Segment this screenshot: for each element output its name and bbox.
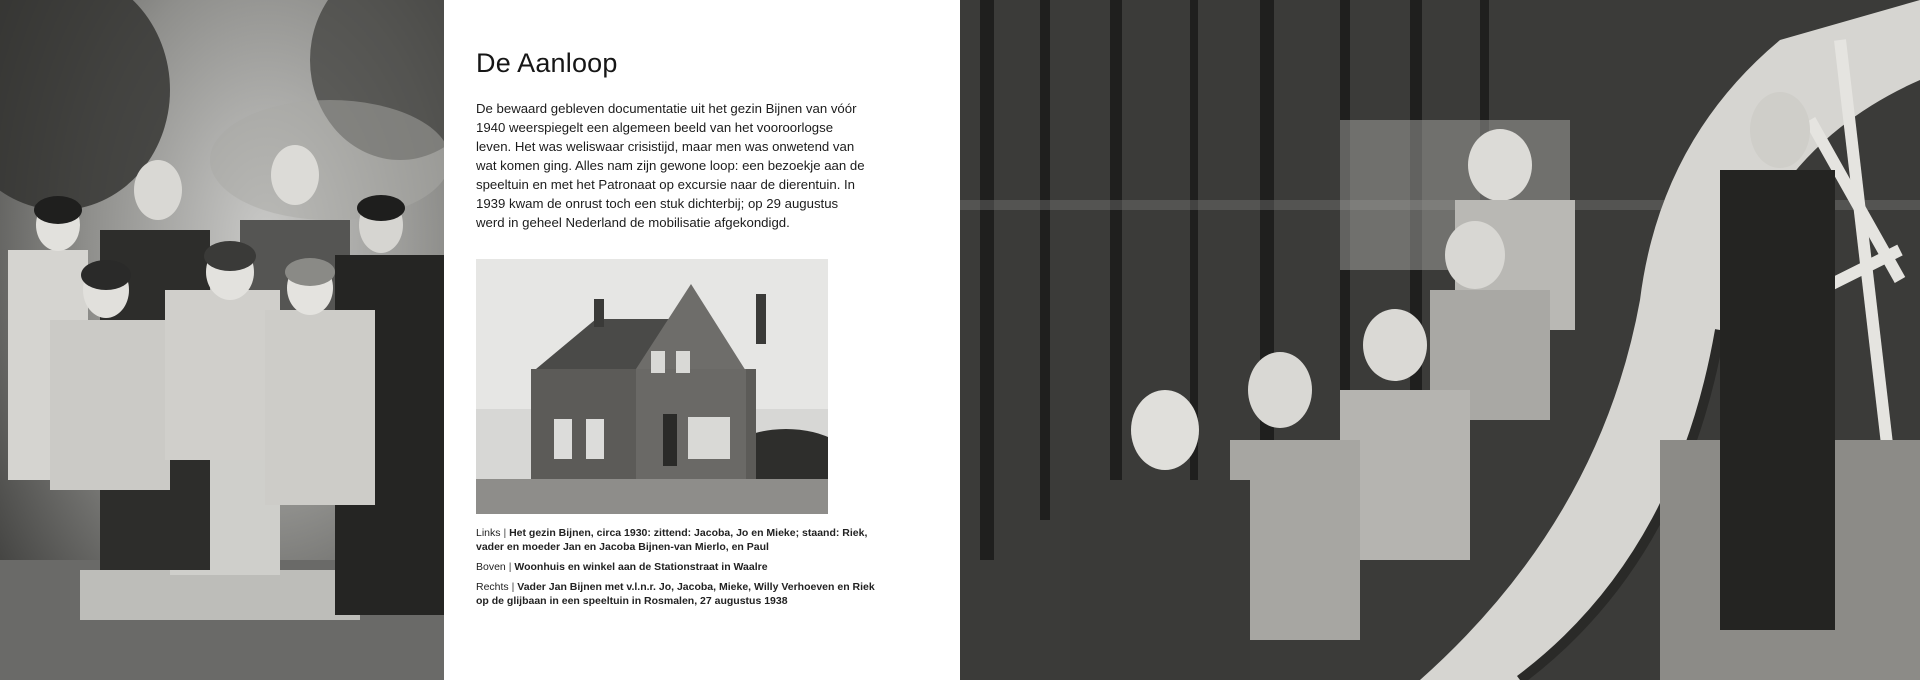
page-title: De Aanloop bbox=[476, 48, 618, 78]
playground-slide-photo bbox=[960, 0, 1920, 680]
caption-right bbox=[476, 580, 876, 608]
caption-text: Woonhuis en winkel aan de Stationstraat in Waalre bbox=[514, 561, 768, 573]
caption-separator: | bbox=[511, 581, 515, 593]
caption-left bbox=[476, 526, 876, 554]
caption-text: Het gezin Bijnen, circa 1930: zittend: Jacoba, Jo en Mieke; staand: Riek, vader en moeder Jan en Jacoba Bijnen-van Mierlo, en Paul bbox=[476, 527, 868, 553]
caption-text: Vader Jan Bijnen met v.l.n.r. Jo, Jacoba, Mieke, Willy Verhoeven en Riek op de glijbaan in een speeltuin in Rosmalen, 27 augustus 1938 bbox=[476, 581, 875, 607]
captions bbox=[476, 526, 876, 614]
caption-top bbox=[476, 560, 876, 574]
caption-label: Rechts bbox=[476, 581, 509, 593]
article-text bbox=[476, 48, 866, 232]
caption-label: Boven bbox=[476, 561, 506, 573]
article-body: De bewaard gebleven documentatie uit het gezin Bijnen van vóór 1940 weerspiegelt een algemeen beeld van het vooroorlogse leven. Het was weliswaar crisistijd, maar men was onwetend van wat komen ging. Alles nam zijn gewone loop: een bezoekje aan de speeltuin en met het Patronaat op excursie naar de dierentuin. In 1939 kwam de onrust toch een stuk dichterbij; op 29 augustus werd in geheel Nederland de mobilisatie afgekondigd. bbox=[476, 101, 865, 230]
caption-separator: | bbox=[503, 527, 507, 539]
caption-separator: | bbox=[508, 561, 512, 573]
caption-label: Links bbox=[476, 527, 501, 539]
family-portrait-photo bbox=[0, 0, 444, 680]
house-and-shop-photo bbox=[476, 259, 828, 514]
